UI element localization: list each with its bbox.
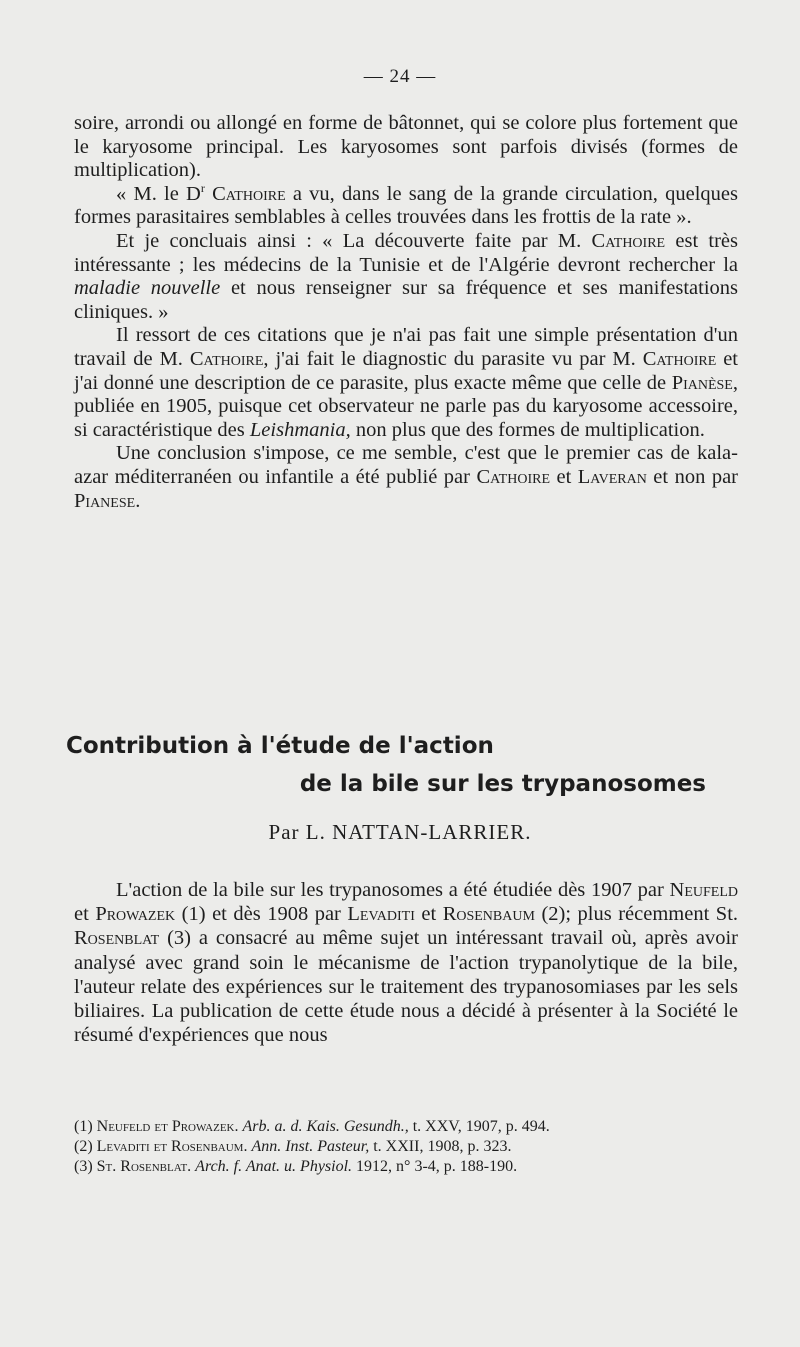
paragraph-3: Et je concluais ainsi : « La découverte faite par M. Cathoire est très intéressante ; les médecins de la Tunisie et de l'Algérie devront rechercher la maladie nouvelle et nous renseigner sur sa fréquence et ses manifestations cliniques. »	[74, 229, 739, 323]
article-title	[66, 727, 706, 803]
paragraph-5: Une conclusion s'impose, ce me semble, c'est que le premier cas de kala-azar méditerranéen ou infantile a été publié par Cathoire et Laveran et non par Pianese.	[74, 442, 738, 512]
article-author: Par L. NATTAN-LARRIER.	[268, 820, 532, 844]
footnote-2: (2) Levaditi et Rosenbaum. Ann. Inst. Pasteur, t. XXII, 1908, p. 323.	[74, 1138, 512, 1155]
paragraph-2: « M. le $D^r$ Cathoire a vu, dans le sang de la grande circulation, quelques formes parasitaires semblables à celles trouvées dans les frottis de la rate ».	[74, 180, 738, 229]
title-line-2: de la bile sur les trypanosomes	[299, 771, 706, 797]
continued-text	[74, 112, 738, 513]
footnote-1: (1) Neufeld et Prowazek. Arb. a. d. Kais. Gesundh., t. XXV, 1907, p. 494.	[74, 1118, 550, 1135]
page-number: — 24 —	[363, 66, 437, 87]
paragraph-4: Il ressort de ces citations que je n'ai pas fait une simple présentation d'un travail de M. Cathoire, j'ai fait le diagnostic du parasite vu par M. Cathoire et j'ai donné une description de ce parasite, plus exacte même que celle de Pianèse, publiée en 1905, puisque cet observateur ne parle pas du karyosome accessoire, si caractéristique des Leishmania, non plus que des formes de multiplication.	[74, 324, 738, 441]
article-paragraph: L'action de la bile sur les trypanosomes a été étudiée dès 1907 par Neufeld et Prowazek (1) et dès 1908 par Levaditi et Rosenbaum (2); plus récemment St. Rosenblat (3) a consacré au même sujet un intéressant travail où, après avoir analysé avec grand soin le mécanisme de l'action trypanolytique de la bile, l'auteur relate des expériences sur le traitement des trypanosomiases par les sels biliaires. La publication de cette étude nous a décidé à présenter à la Société le résumé d'expériences que nous	[74, 879, 739, 1047]
footnote-3: (3) St. Rosenblat. Arch. f. Anat. u. Physiol. 1912, n° 3-4, p. 188-190.	[74, 1158, 518, 1175]
footnotes	[74, 1117, 738, 1177]
title-line-1: Contribution à l'étude de l'action	[66, 733, 494, 759]
article-body	[74, 878, 738, 1047]
paragraph-1: soire, arrondi ou allongé en forme de bâtonnet, qui se colore plus fortement que le karyosome principal. Les karyosomes sont parfois divisés (formes de multiplication).	[74, 112, 738, 182]
